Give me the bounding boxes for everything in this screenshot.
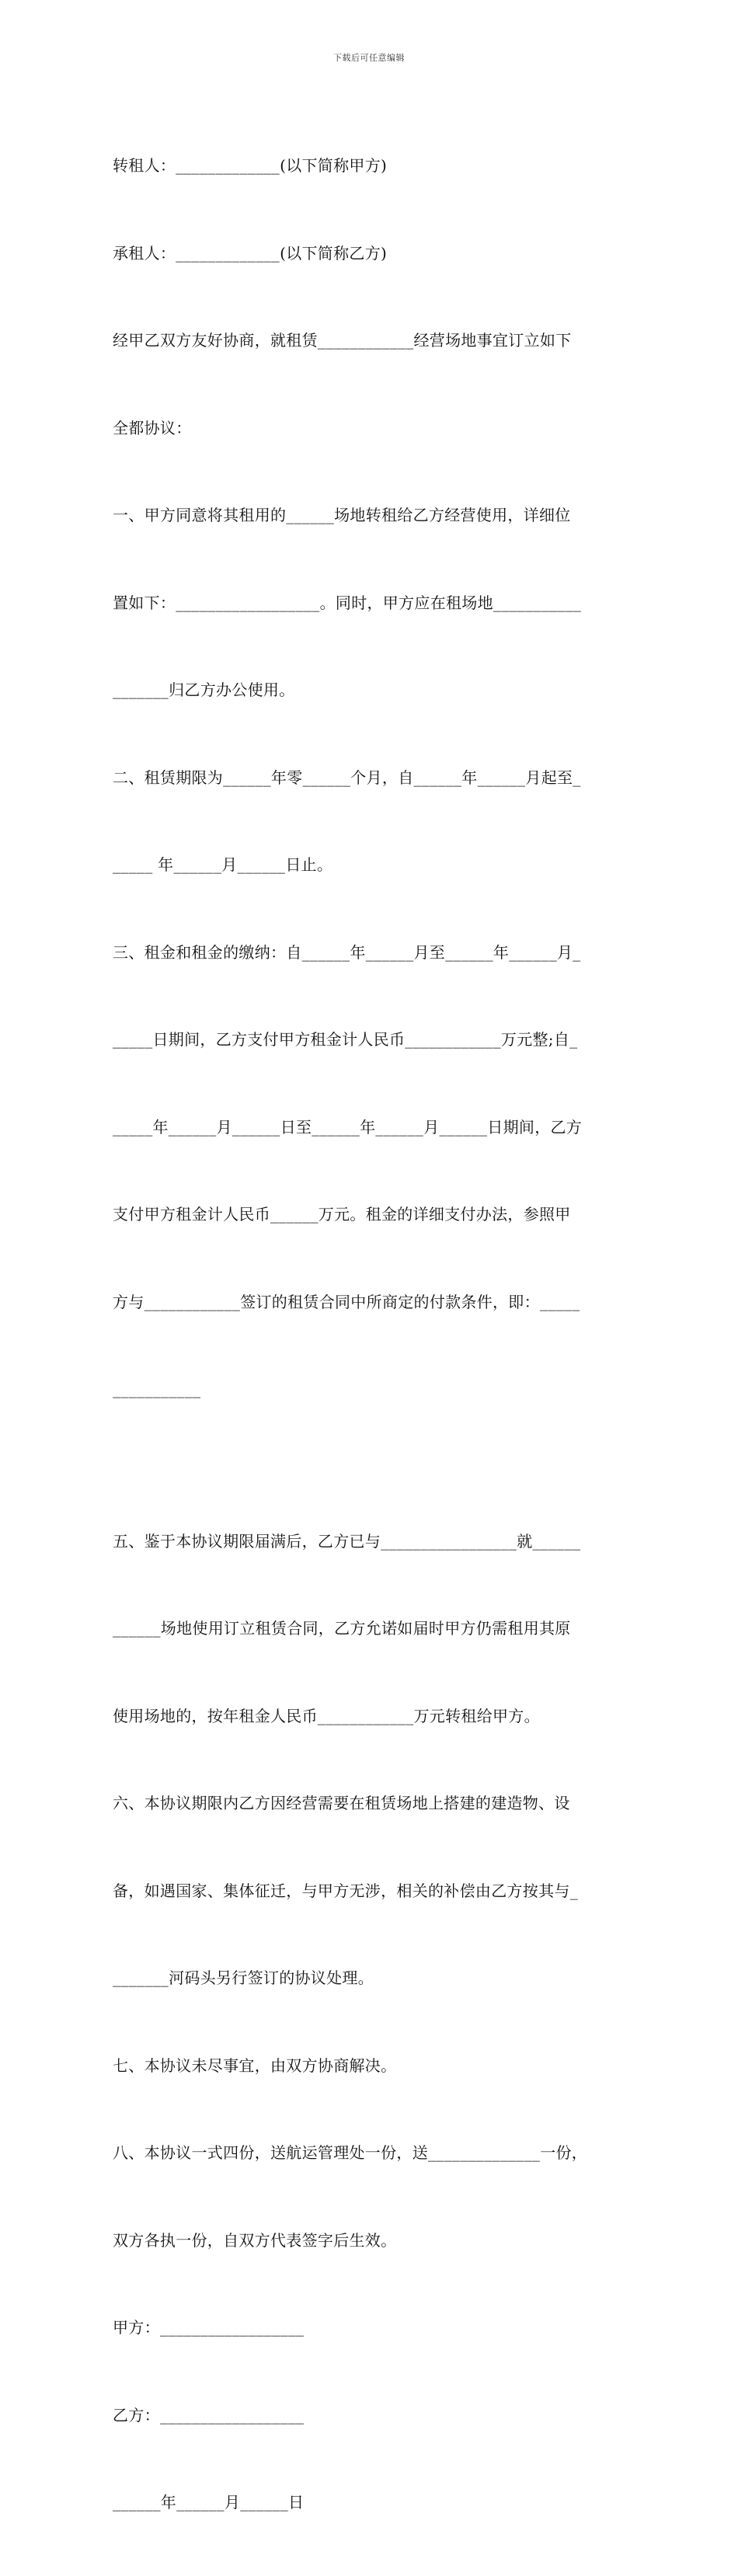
document-body (113, 93, 641, 2576)
text-line-clause-5-cont: ______场地使用订立租赁合同，乙方允诺如届时甲方仍需租用其原 (113, 1619, 571, 1638)
text-line-clause-6: 六、本协议期限内乙方因经营需要在租赁场地上搭建的建造物、设 (113, 1794, 570, 1812)
signature-party-a: 甲方：__________________ (113, 2318, 305, 2337)
text-line-sublessor: 转租人：_____________(以下简称甲方) (113, 156, 388, 175)
signature-date: ______年______月______日 (113, 2493, 305, 2512)
text-line-clause-6-end: _______河码头另行签订的协议处理。 (113, 1969, 374, 1987)
page-header-note: 下载后可任意编辑 (333, 53, 405, 63)
signature-party-b: 乙方：__________________ (113, 2405, 305, 2425)
text-line-clause-8-end: 双方各执一份，自双方代表签字后生效。 (113, 2230, 397, 2250)
text-line-clause-5-end: 使用场地的，按年租金人民币____________万元转租给甲方。 (113, 1706, 540, 1725)
text-line-clause-8: 八、本协议一式四份，送航运管理处一份，送______________一份， (113, 2143, 588, 2162)
text-line-clause-3-cont-2: _____年______月______日至______年______月______日期间，乙方 (113, 1117, 583, 1137)
text-line-clause-1: 一、甲方同意将其租用的______场地转租给乙方经营使用，详细位 (113, 506, 571, 524)
text-line-clause-3-end: ___________ (113, 1380, 201, 1398)
text-line-clause-5: 五、鉴于本协议期限届满后，乙方已与_________________就______ (113, 1531, 581, 1551)
text-line-intro-cont: 全都协议： (113, 418, 192, 437)
text-line-clause-7: 七、本协议未尽事宜，由双方协商解决。 (113, 2056, 397, 2075)
text-line-clause-3-cont-3: 支付甲方租金计人民币______万元。租金的详细支付办法，参照甲 (113, 1205, 571, 1224)
text-line-clause-1-end: _______归乙方办公使用。 (113, 681, 295, 699)
paragraph-gap (113, 1463, 641, 1469)
text-line-clause-3-cont-4: 方与____________签订的租赁合同中所商定的付款条件，即：_____ (113, 1292, 580, 1311)
text-line-clause-2: 二、租赁期限为______年零______个月，自______年______月起至_ (113, 768, 581, 787)
text-line-clause-2-end: _____ 年______月______日止。 (113, 855, 333, 874)
text-line-lessee: 承租人：_____________(以下简称乙方) (113, 243, 388, 263)
text-line-clause-6-cont: 备，如遇国家、集体征迁，与甲方无涉，相关的补偿由乙方按其与_ (113, 1881, 578, 1900)
text-line-clause-3-cont-1: _____日期间，乙方支付甲方租金计人民币____________万元整;自_ (113, 1030, 578, 1049)
text-line-clause-3: 三、租金和租金的缴纳：自______年______月至______年______月_ (113, 942, 581, 962)
text-line-clause-1-cont: 置如下：__________________。同时，甲方应在租场地___________ (113, 593, 582, 612)
text-line-intro: 经甲乙双方友好协商，就租赁____________经营场地事宜订立如下 (113, 331, 572, 350)
